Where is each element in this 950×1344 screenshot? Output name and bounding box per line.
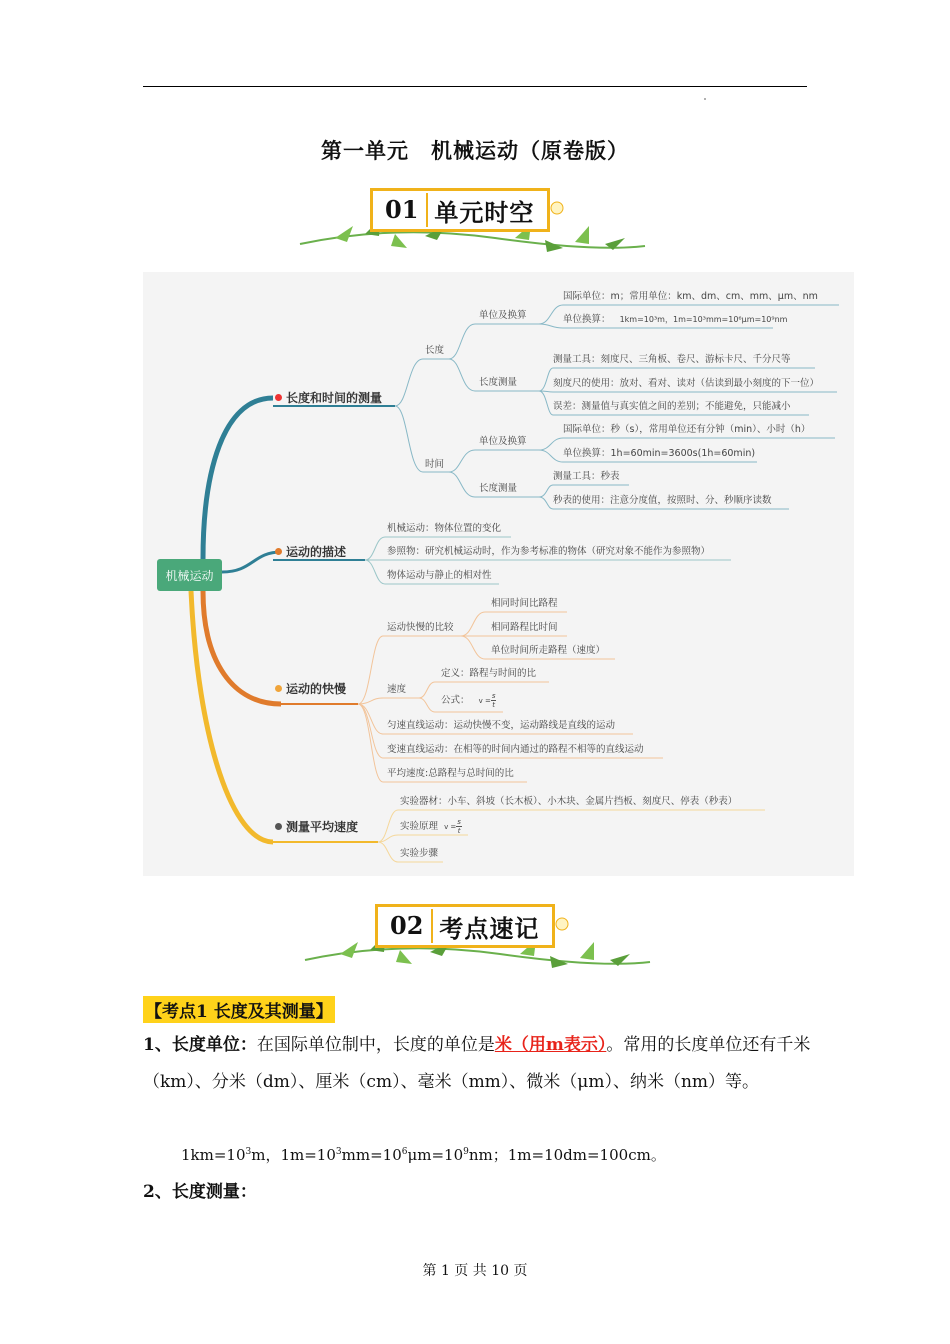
header-dot (704, 98, 706, 100)
branch-label: 长度和时间的测量 (286, 391, 383, 405)
node-principle (400, 818, 462, 835)
formula-exp: 3 (245, 1147, 252, 1157)
node-steps: 实验步骤 (400, 848, 439, 859)
node-def: 定义：路程与时间的比 (441, 668, 537, 679)
paragraph-length-units (143, 1027, 811, 1101)
node-tools: 测量工具：刻度尺、三角板、卷尺、游标卡尺、千分尺等 (553, 354, 791, 365)
principle-fraction (456, 818, 462, 835)
highlight-text: 米（用m表示） (494, 1035, 607, 1055)
paragraph-text: 。常用的长度单位还有千米（km）、分米（dm）、厘米（cm）、毫米（mm）、微米（μm）、纳米（nm）等。 (143, 1035, 811, 1092)
banner-box (370, 188, 550, 232)
branch-speed (275, 682, 346, 696)
node-mech: 机械运动：物体位置的变化 (387, 523, 502, 534)
node-formula (441, 692, 496, 709)
page-footer: 第 1 页 共 10 页 (422, 1263, 528, 1279)
principle-t: t (457, 827, 461, 835)
node-ref: 参照物：研究机械运动时，作为参考标准的物体（研究对象不能作为参照物） (387, 546, 711, 557)
node-ruler-use: 刻度尺的使用：放对、看对、读对（估读到最小刻度的下一位） (553, 378, 820, 389)
node-length-measure: 长度测量 (479, 377, 518, 388)
node-length: 长度 (425, 345, 445, 356)
formula-part: nm；1m=10dm=100cm。 (468, 1146, 666, 1164)
node-unit-conv-line (563, 314, 787, 326)
node-same-dist: 相同路程比时间 (491, 622, 558, 633)
node-time: 时间 (425, 459, 445, 470)
node-time-tool: 测量工具：秒表 (553, 471, 620, 482)
banner-number: 02 (378, 909, 433, 943)
node-si-units: 国际单位：m；常用单位：km、dm、cm、mm、μm、nm (563, 291, 818, 302)
page-title: 第一单元 机械运动（原卷版） (321, 138, 629, 163)
banner-text: 考点速记 (439, 913, 540, 943)
paragraph-lead: 1、长度单位： (143, 1035, 257, 1055)
formula-exp: 9 (463, 1147, 469, 1157)
formula-part: 1km=10 (181, 1146, 246, 1164)
formula-label: 公式： (441, 695, 470, 706)
orange-dot-icon (275, 548, 282, 555)
node-rel: 物体运动与静止的相对性 (387, 570, 492, 581)
paragraph-text: 在国际单位制中，长度的单位是 (256, 1035, 495, 1055)
paragraph-length-measure (143, 1174, 811, 1211)
formula-exp: 6 (401, 1147, 408, 1157)
formula-part: mm=10 (341, 1146, 402, 1164)
branch-avg-speed (275, 820, 358, 834)
node-error: 误差：测量值与真实值之间的差别；不能避免，只能减小 (553, 401, 791, 412)
node-time-unit-conv: 单位及换算 (479, 436, 527, 447)
red-dot-icon (275, 394, 282, 401)
banner-number: 01 (373, 193, 428, 227)
formula-v: v = (478, 697, 491, 705)
section-banner-1 (295, 186, 655, 266)
node-equip: 实验器材：小车、斜坡（长木板）、小木块、金属片挡板、刻度尺、停表（秒表） (400, 796, 738, 807)
node-uniform: 匀速直线运动：运动快慢不变，运动路线是直线的运动 (387, 720, 616, 731)
paragraph-lead: 2、长度测量： (143, 1182, 257, 1202)
node-unit-time: 单位时间所走路程（速度） (491, 645, 606, 656)
principle-s: s (457, 818, 461, 826)
section-heading: 【考点1 长度及其测量】 (143, 996, 335, 1023)
header-rule (143, 86, 807, 87)
node-avg: 平均速度:总路程与总时间的比 (387, 768, 514, 779)
formula-part: m，1m=10 (251, 1146, 336, 1164)
principle-label: 实验原理 (400, 821, 439, 832)
node-time-measure: 长度测量 (479, 483, 518, 494)
node-compare: 运动快慢的比较 (387, 622, 454, 633)
node-speed: 速度 (387, 684, 407, 695)
unit-conversion-formula (181, 1144, 666, 1165)
branch-motion-desc (275, 545, 346, 559)
branch-label: 运动的描述 (286, 545, 347, 559)
mind-map (143, 272, 854, 876)
orange-dot-icon (275, 685, 282, 692)
principle-v: v = (444, 823, 457, 831)
formula-part: μm=10 (407, 1146, 464, 1164)
node-time-si: 国际单位：秒（s），常用单位还有分钟（min）、小时（h） (563, 424, 811, 435)
formula-s: s (491, 692, 496, 700)
formula-t: t (492, 701, 496, 709)
branch-length-time (275, 391, 382, 405)
node-time-conv: 单位换算：1h=60min=3600s(1h=60min) (563, 448, 756, 459)
unit-conv-label: 单位换算： (563, 314, 611, 325)
unit-conv-value: 1km=10³m，1m=10³mm=10⁶μm=10⁹nm (619, 315, 788, 324)
node-variable: 变速直线运动：在相等的时间内通过的路程不相等的直线运动 (387, 744, 644, 755)
node-same-time: 相同时间比路程 (491, 598, 558, 609)
formula-exp: 3 (335, 1147, 342, 1157)
formula-fraction (491, 692, 497, 709)
node-stopwatch: 秒表的使用：注意分度值，按照时、分、秒顺序读数 (553, 495, 772, 506)
banner-box (375, 904, 555, 948)
dark-dot-icon (275, 823, 282, 830)
branch-label: 测量平均速度 (286, 820, 359, 834)
section-banner-2 (300, 902, 660, 982)
mind-map-root: 机械运动 (157, 559, 222, 591)
branch-label: 运动的快慢 (286, 682, 347, 696)
node-unit-conv: 单位及换算 (479, 310, 527, 321)
banner-text: 单元时空 (434, 197, 535, 227)
